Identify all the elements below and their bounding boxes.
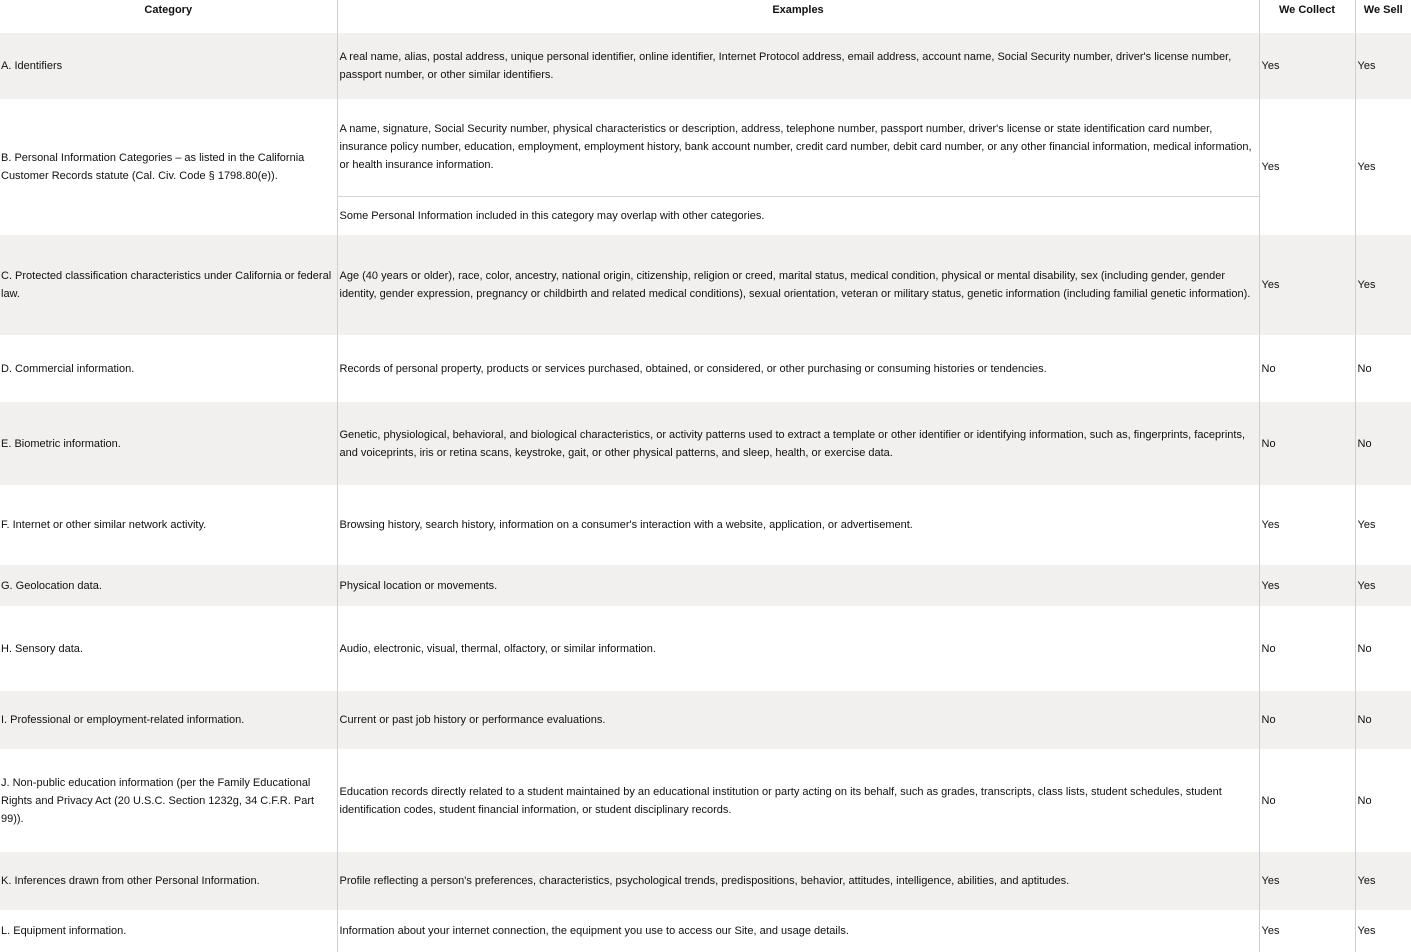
row-we-sell: Yes — [1355, 235, 1411, 335]
row-examples: Audio, electronic, visual, thermal, olfactory, or similar information. — [337, 606, 1259, 691]
row-category: D. Commercial information. — [0, 335, 337, 402]
row-category: L. Equipment information. — [0, 910, 337, 952]
row-we-collect: Yes — [1259, 235, 1355, 335]
row-examples-note: Some Personal Information included in this category may overlap with other categories. — [337, 196, 1259, 235]
row-examples: Browsing history, search history, information on a consumer's interaction with a website, application, or advertisement. — [337, 485, 1259, 565]
row-we-collect: Yes — [1259, 485, 1355, 565]
row-we-collect: Yes — [1259, 565, 1355, 606]
row-we-sell: Yes — [1355, 852, 1411, 910]
table-row — [0, 910, 1411, 952]
row-examples: Information about your internet connection, the equipment you use to access our Site, and usage details. — [337, 910, 1259, 952]
table-row — [0, 691, 1411, 749]
row-examples: Physical location or movements. — [337, 565, 1259, 606]
header-examples: Examples — [337, 0, 1259, 33]
table-header-row — [0, 0, 1411, 33]
row-examples: A real name, alias, postal address, unique personal identifier, online identifier, Internet Protocol address, email address, account name, Social Security number, driver's license number, passport number, or other similar identifiers. — [337, 33, 1259, 99]
header-we-collect: We Collect — [1259, 0, 1355, 33]
table-row — [0, 565, 1411, 606]
row-we-collect: No — [1259, 691, 1355, 749]
row-category: J. Non-public education information (per the Family Educational Rights and Privacy Act (20 U.S.C. Section 1232g, 34 C.F.R. Part 99)). — [0, 749, 337, 852]
row-we-collect: No — [1259, 749, 1355, 852]
table-row — [0, 99, 1411, 196]
row-we-collect: No — [1259, 606, 1355, 691]
row-examples: Current or past job history or performance evaluations. — [337, 691, 1259, 749]
row-we-sell: Yes — [1355, 910, 1411, 952]
row-we-collect: Yes — [1259, 99, 1355, 235]
row-category: E. Biometric information. — [0, 402, 337, 485]
row-we-sell: Yes — [1355, 565, 1411, 606]
row-category: F. Internet or other similar network activity. — [0, 485, 337, 565]
table-row — [0, 335, 1411, 402]
row-we-sell: No — [1355, 335, 1411, 402]
row-we-collect: Yes — [1259, 910, 1355, 952]
row-category: C. Protected classification characteristics under California or federal law. — [0, 235, 337, 335]
row-category: A. Identifiers — [0, 33, 337, 99]
row-category: G. Geolocation data. — [0, 565, 337, 606]
row-we-collect: No — [1259, 402, 1355, 485]
row-we-collect: No — [1259, 335, 1355, 402]
table-row — [0, 749, 1411, 852]
table-row — [0, 852, 1411, 910]
row-examples: Education records directly related to a student maintained by an educational institution or party acting on its behalf, such as grades, transcripts, class lists, student schedules, student identification codes, student financial information, or student disciplinary records. — [337, 749, 1259, 852]
row-category: B. Personal Information Categories – as listed in the California Customer Records statute (Cal. Civ. Code § 1798.80(e)). — [0, 99, 337, 235]
row-examples: Profile reflecting a person's preferences, characteristics, psychological trends, predispositions, behavior, attitudes, intelligence, abilities, and aptitudes. — [337, 852, 1259, 910]
row-we-sell: No — [1355, 749, 1411, 852]
row-examples: Records of personal property, products or services purchased, obtained, or considered, or other purchasing or consuming histories or tendencies. — [337, 335, 1259, 402]
row-examples: Age (40 years or older), race, color, ancestry, national origin, citizenship, religion or creed, marital status, medical condition, physical or mental disability, sex (including gender, gender identity, gender expression, pregnancy or childbirth and related medical conditions), sexual orientation, veteran or military status, genetic information (including familial genetic information). — [337, 235, 1259, 335]
row-we-collect: Yes — [1259, 33, 1355, 99]
table-row — [0, 606, 1411, 691]
table-row — [0, 33, 1411, 99]
row-examples: Genetic, physiological, behavioral, and biological characteristics, or activity patterns used to extract a template or other identifier or identifying information, such as, fingerprints, faceprints, and voiceprints, iris or retina scans, keystroke, gait, or other physical patterns, and sleep, health, or exercise data. — [337, 402, 1259, 485]
row-we-sell: Yes — [1355, 33, 1411, 99]
row-we-sell: No — [1355, 606, 1411, 691]
row-we-sell: Yes — [1355, 485, 1411, 565]
row-we-collect: Yes — [1259, 852, 1355, 910]
row-we-sell: Yes — [1355, 99, 1411, 235]
row-we-sell: No — [1355, 691, 1411, 749]
row-category: H. Sensory data. — [0, 606, 337, 691]
row-category: K. Inferences drawn from other Personal Information. — [0, 852, 337, 910]
table-row — [0, 485, 1411, 565]
row-examples: A name, signature, Social Security number, physical characteristics or description, address, telephone number, passport number, driver's license or state identification card number, insurance policy number, education, employment, employment history, bank account number, credit card number, debit card number, or any other financial information, medical information, or health insurance information. — [337, 99, 1259, 196]
row-category: I. Professional or employment-related information. — [0, 691, 337, 749]
row-we-sell: No — [1355, 402, 1411, 485]
header-category: Category — [0, 0, 337, 33]
table-row — [0, 402, 1411, 485]
header-we-sell: We Sell — [1355, 0, 1411, 33]
table-row — [0, 235, 1411, 335]
